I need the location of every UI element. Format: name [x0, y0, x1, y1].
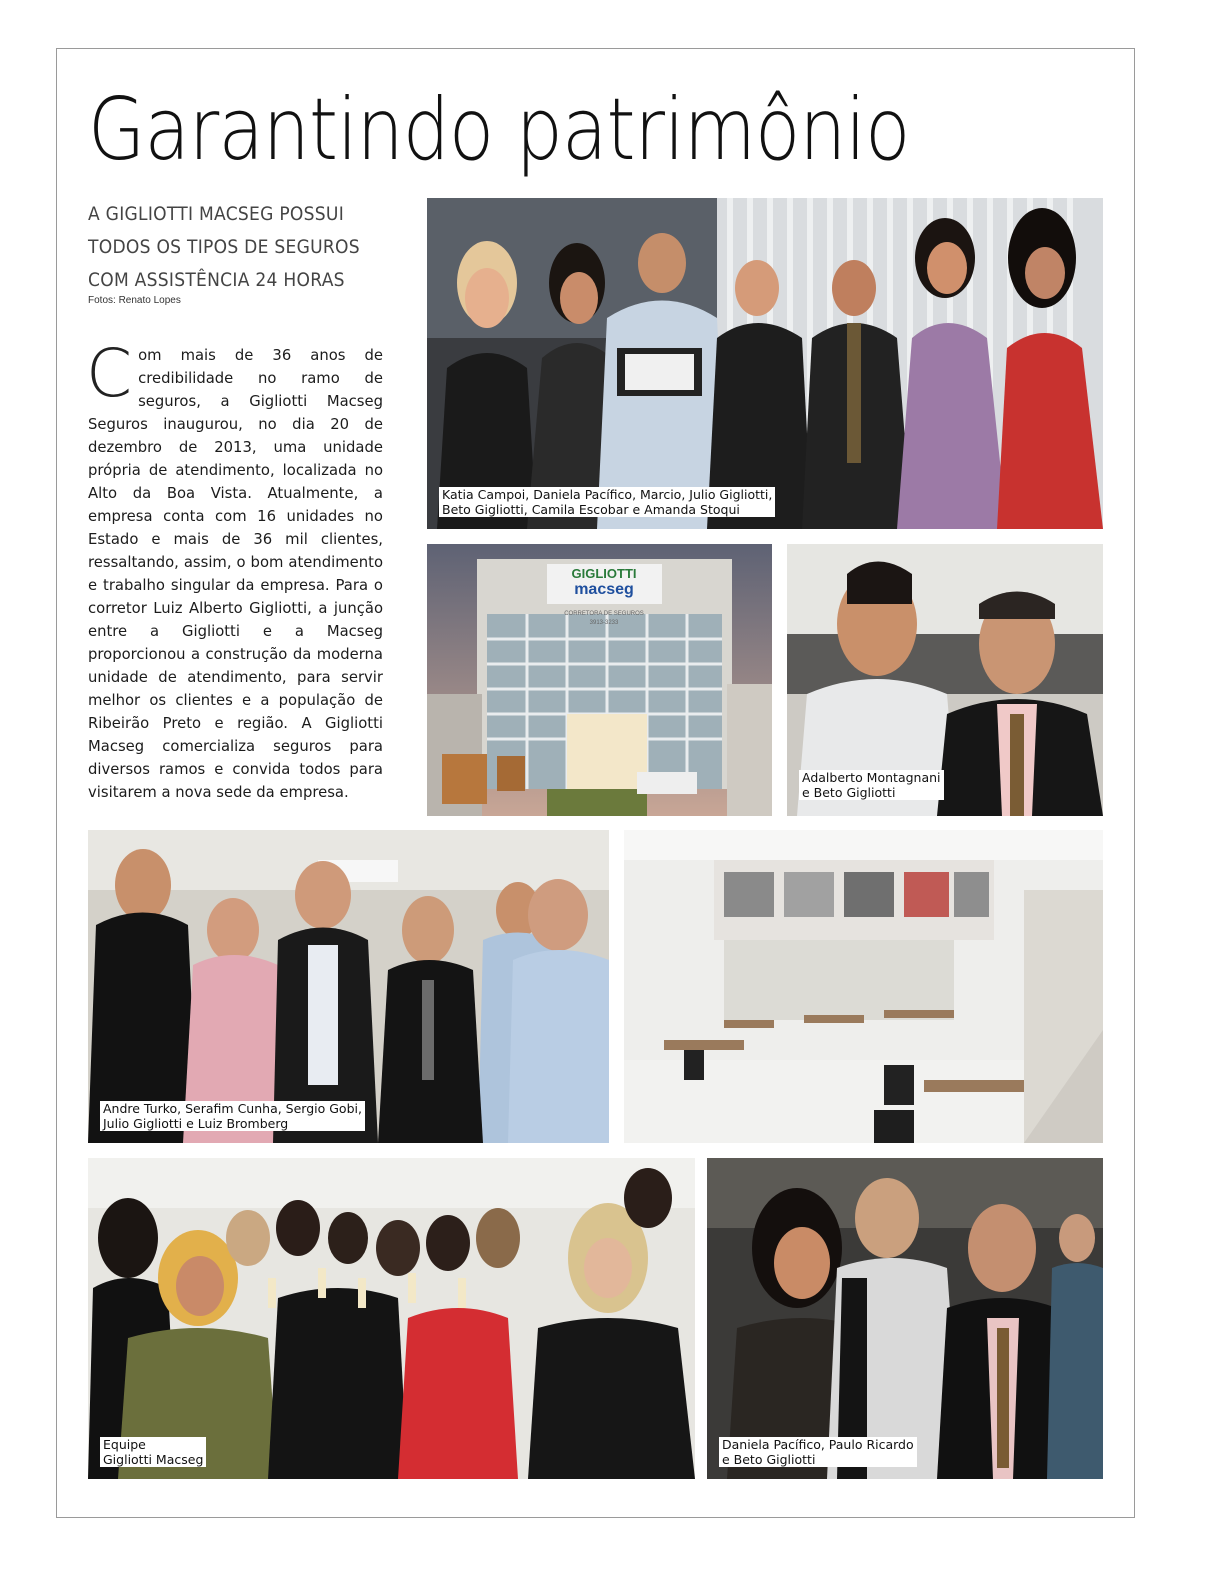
office-photo-image — [624, 830, 1103, 1143]
trio-photo-image — [707, 1158, 1103, 1479]
caption-line: Daniela Pacífico, Paulo Ricardo — [722, 1437, 914, 1452]
photo-caption — [439, 487, 775, 517]
photo-caption — [799, 770, 944, 800]
subhead — [88, 198, 388, 297]
six-men-photo-image — [88, 830, 609, 1143]
dropcap: C — [86, 335, 133, 412]
subhead-line: TODOS OS TIPOS DE SEGUROS — [88, 236, 360, 258]
trio-photo — [707, 1158, 1103, 1479]
caption-line: Julio Gigliotti e Luiz Bromberg — [103, 1116, 362, 1131]
caption-line: Adalberto Montagnani — [802, 770, 941, 785]
sign-phone: 3913-3233 — [589, 620, 619, 626]
six-men-photo — [88, 830, 609, 1143]
sign-gigliotti: GIGLIOTTI — [571, 566, 637, 581]
photo-caption — [100, 1101, 365, 1131]
photo-caption — [719, 1437, 917, 1467]
office-photo — [624, 830, 1103, 1143]
subhead-line: A GIGLIOTTI MACSEG POSSUI — [88, 203, 345, 225]
sign-corretora: CORRETORA DE SEGUROS — [564, 611, 644, 617]
group-photo-top — [427, 198, 1103, 529]
caption-line: Equipe — [103, 1437, 203, 1452]
photo-caption — [100, 1437, 206, 1467]
caption-line: Katia Campoi, Daniela Pacífico, Marcio, Julio Gigliotti, — [442, 487, 773, 502]
headline: Garantindo patrimônio — [88, 80, 910, 180]
building-photo-image — [427, 544, 772, 816]
caption-line: Andre Turko, Serafim Cunha, Sergio Gobi, — [103, 1101, 362, 1116]
building-photo — [427, 544, 772, 816]
group-photo-top-image — [427, 198, 1103, 529]
article-body — [86, 335, 383, 804]
caption-line: e Beto Gigliotti — [722, 1452, 914, 1467]
two-men-photo — [787, 544, 1103, 816]
sign-macseg: macseg — [574, 581, 634, 598]
team-photo — [88, 1158, 695, 1479]
body-text: om mais de 36 anos de credibilidade no ramo de seguros, a Gigliotti Macseg Seguros inaugurou, no dia 20 de dezembro de 2013, uma unidade própria de atendimento, localizada no Alto da Boa Vista. Atualmente, a empresa conta com 16 unidades no Estado e mais de 36 mil clientes, ressaltando, assim, o bom atendimento e trabalho singular da empresa. Para o corretor Luiz Alberto Gigliotti, a junção entre a Gigliotti e a Macseg proporcionou a construção da moderna unidade de atendimento, para servir melhor os clientes e a população de Ribeirão Preto e região. A Gigliotti Macseg comercializa seguros para diversos ramos e convida todos para visitarem a nova sede da empresa. — [88, 347, 383, 801]
team-photo-image — [88, 1158, 695, 1479]
photo-credit: Fotos: Renato Lopes — [88, 295, 181, 306]
subhead-line: COM ASSISTÊNCIA 24 HORAS — [88, 269, 345, 291]
caption-line: e Beto Gigliotti — [802, 785, 941, 800]
caption-line: Beto Gigliotti, Camila Escobar e Amanda Stoqui — [442, 502, 772, 517]
caption-line: Gigliotti Macseg — [103, 1452, 204, 1467]
